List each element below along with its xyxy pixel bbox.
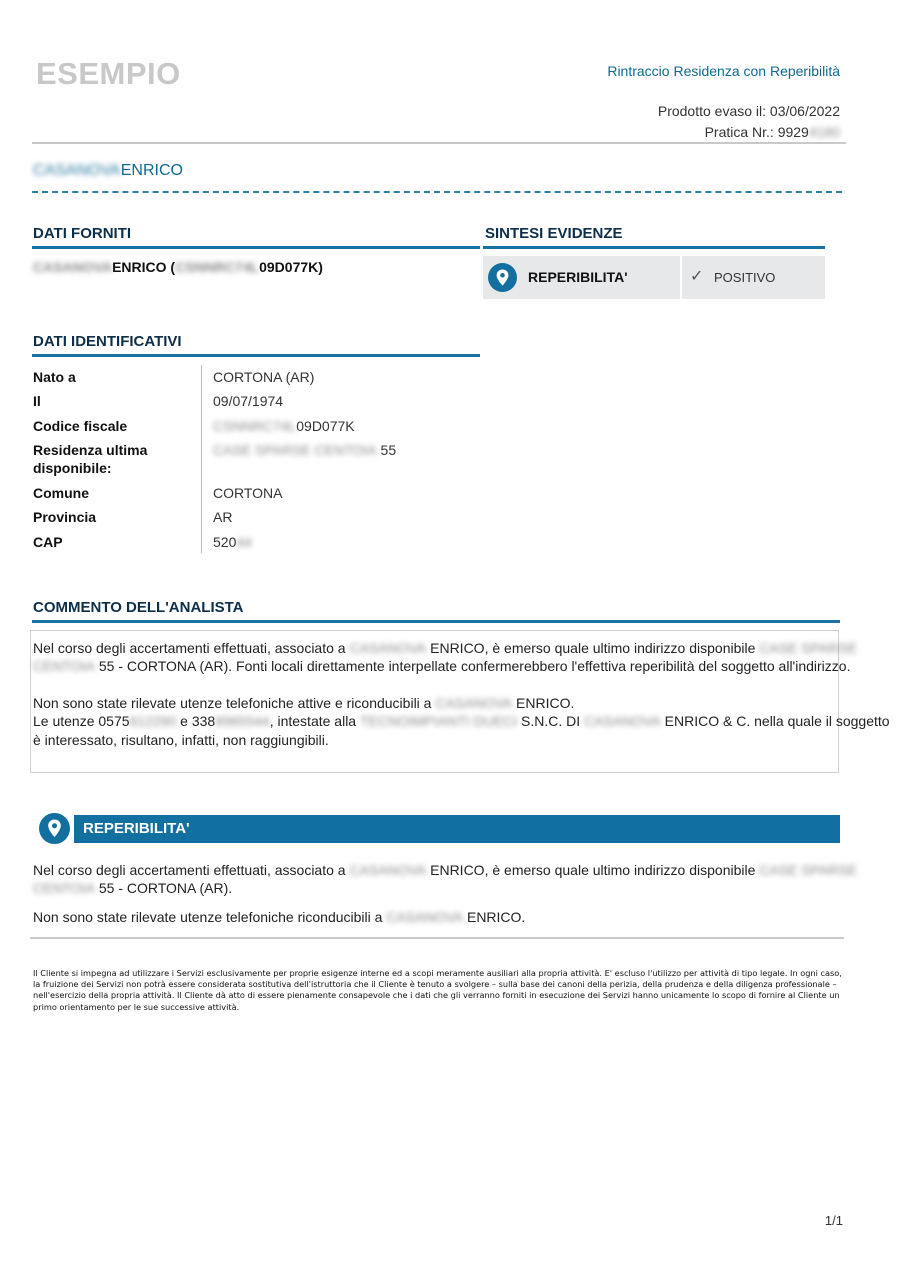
redacted-phone: 612290 [129, 713, 177, 729]
comment-line [33, 694, 574, 712]
comment-text: ENRICO & C. nella quale il soggetto [660, 713, 890, 729]
redacted-surname: CASANOVA [349, 640, 427, 656]
reperibilita-text: 55 - CORTONA (AR). [94, 880, 233, 896]
product-title: Rintraccio Residenza con Reperibilità [607, 63, 840, 79]
redacted-address: CENTOIA [33, 658, 95, 674]
header-divider [32, 142, 846, 144]
redacted-surname: CASANOVA [33, 162, 121, 179]
redacted-address: CASE SPARSE [759, 862, 858, 878]
town-value: CORTONA [213, 485, 283, 501]
reperibilita-title: REPERIBILITA' [83, 820, 190, 837]
redacted-surname: CASANOVA [386, 909, 464, 925]
practice-number [705, 124, 840, 140]
reperibilita-banner [74, 815, 840, 843]
location-pin-icon [37, 811, 72, 846]
section-title-analyst-comment: COMMENTO DELL'ANALISTA [33, 599, 244, 616]
redacted-phone: 8965544 [215, 713, 270, 729]
redacted-surname: CASANOVA [435, 695, 513, 711]
reperibilita-text: ENRICO, è emerso quale ultimo indirizzo disponibile [426, 862, 760, 878]
reperibilita-text: Nel corso degli accertamenti effettuati, associato a [33, 862, 350, 878]
watermark-text: ESEMPIO [36, 56, 181, 91]
redacted-surname: CASANOVA [584, 713, 661, 729]
residence-label [33, 441, 147, 477]
redacted-tax-code: CSNNRC74L [213, 418, 297, 434]
legal-disclaimer: Il Cliente si impegna ad utilizzare i Servizi esclusivamente per proprie esigenze interne ed a scopi meramente ausiliari alla propria attività. E' escluso l'utilizzo per attività di tipo legale. In ogni caso, la fruizione dei Servizi non potrà essere considerata sostitutiva dell'istruttoria che il Cliente è tenuto a svolgere – sulla base dei canoni della perizia, della prudenza e della diligenza professionale – nell'esercizio della propria attività. Il Cliente dà atto di essere pienamente consapevole che i dati che gli verranno forniti in esecuzione dei Servizi hanno unicamente lo scopo di fornire al Cliente un primo orientamento per le sue successive attività. [33, 968, 842, 1012]
section-title-evidence-summary: SINTESI EVIDENZE [485, 225, 623, 242]
provided-data-value [33, 259, 323, 275]
redacted-surname: CASANOVA [349, 862, 427, 878]
redacted-text: 4180 [808, 124, 840, 140]
subject-name [33, 162, 183, 180]
tax-code-value [213, 417, 355, 435]
provided-tax-code-tail: 09D077K) [259, 259, 323, 275]
comment-line [33, 639, 857, 657]
zip-label: CAP [33, 534, 63, 550]
comment-text: ENRICO, è emerso quale ultimo indirizzo disponibile [426, 640, 760, 656]
redacted-company: TECNOIMPIANTI DUECI [359, 713, 518, 729]
redacted-address: CASE SPARSE [759, 640, 858, 656]
tax-code-tail: 09D077K [296, 418, 355, 434]
province-value: AR [213, 509, 233, 525]
evidence-result: POSITIVO [714, 270, 776, 285]
section-rule [32, 620, 840, 623]
comment-line: è interessato, risultano, infatti, non raggiungibili. [33, 732, 329, 748]
practice-number-prefix: Pratica Nr.: 9929 [704, 124, 809, 140]
tax-code-label: Codice fiscale [33, 418, 128, 434]
comment-text: 55 - CORTONA (AR). Fonti locali direttamente interpellate confermerebbero l'effettiva reperibilità del soggetto all'indirizzo. [94, 658, 851, 674]
residence-label-line: Residenza ultima [33, 442, 148, 458]
section-rule [32, 246, 480, 249]
reperibilita-line [33, 861, 857, 879]
section-rule [483, 246, 825, 249]
page-number: 1/1 [824, 1213, 843, 1228]
redacted-surname: CASANOVA [33, 259, 113, 275]
location-pin-icon [488, 263, 517, 292]
reperibilita-text: Non sono state rilevate utenze telefoniche riconducibili a [33, 909, 387, 925]
reperibilita-line [33, 908, 525, 926]
residence-label-line: disponibile: [33, 460, 112, 476]
evidence-summary-row [483, 256, 825, 299]
comment-line [33, 657, 850, 675]
redacted-address: CENTOIA [33, 880, 95, 896]
identification-column-divider [201, 365, 202, 553]
reperibilita-text: ENRICO. [463, 909, 526, 925]
province-label: Provincia [33, 509, 97, 525]
birthdate-label: Il [33, 393, 41, 409]
check-icon: ✓ [690, 268, 704, 285]
comment-line [33, 712, 890, 730]
reperibilita-line [33, 879, 232, 897]
redacted-address: CASE SPARSE CENTOIA [213, 442, 377, 458]
comment-text: Non sono state rilevate utenze telefoniche attive e riconducibili a [33, 695, 436, 711]
section-title-identification: DATI IDENTIFICATIVI [33, 333, 182, 350]
subject-first-name: ENRICO [120, 162, 183, 179]
section-rule [32, 354, 480, 357]
evidence-label: REPERIBILITA' [528, 269, 628, 285]
birthdate-value: 09/07/1974 [213, 393, 284, 409]
redacted-tax-code: CSNNRC74L [175, 259, 260, 275]
issued-date: Prodotto evaso il: 03/06/2022 [657, 103, 840, 119]
zip-prefix: 520 [213, 534, 237, 550]
section-title-provided-data: DATI FORNITI [33, 225, 132, 242]
zip-value [213, 533, 252, 551]
subject-divider [32, 191, 842, 193]
residence-number: 55 [380, 442, 397, 458]
section-divider [30, 937, 844, 939]
comment-text: Le utenze 0575 [33, 713, 130, 729]
evidence-divider [680, 256, 682, 299]
comment-text: S.N.C. DI [517, 713, 585, 729]
provided-name: ENRICO ( [112, 259, 176, 275]
redacted-zip: 44 [236, 534, 252, 550]
comment-text: , intestate alla [269, 713, 360, 729]
birthplace-value: CORTONA (AR) [213, 369, 315, 385]
town-label: Comune [33, 485, 89, 501]
comment-text: Nel corso degli accertamenti effettuati, associato a [33, 640, 350, 656]
comment-text: e 338 [176, 713, 216, 729]
birthplace-label: Nato a [33, 369, 76, 385]
residence-value [213, 441, 396, 459]
comment-text: ENRICO. [512, 695, 575, 711]
